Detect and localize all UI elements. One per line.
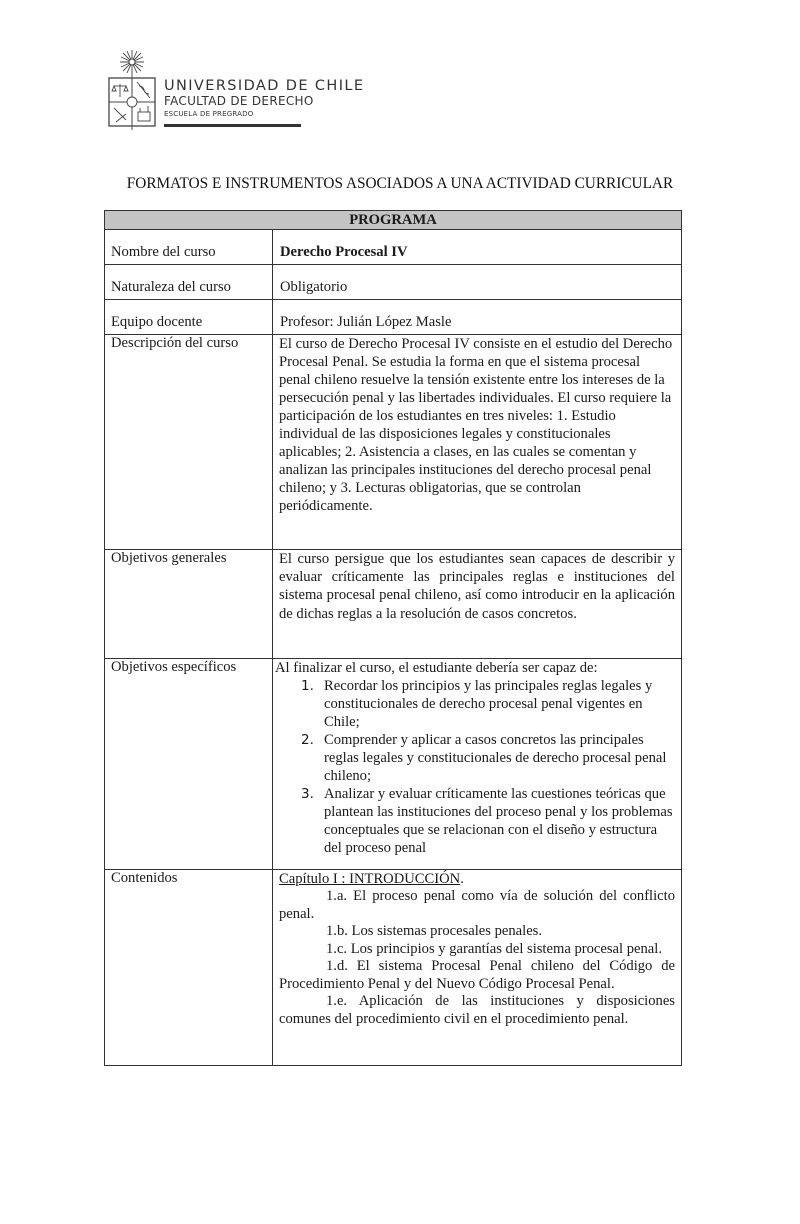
faculty-name: FACULTAD DE DERECHO [164,94,314,108]
item-number: 3. [301,786,314,802]
value-cell [273,300,682,335]
table-row-contenidos [105,870,682,1066]
value-cell [273,550,682,659]
value-cell [273,659,682,870]
teaching-team: Profesor: Julián López Masle [280,314,452,330]
list-item [279,785,675,857]
content-item: 1.d. El sistema Procesal Penal chileno del Código de Procedimiento Penal y del Nuevo Código Procesal Penal. [279,958,675,992]
value-cell [273,870,682,1066]
content-item: 1.c. Los principios y garantías del sistema procesal penal. [326,940,662,957]
objetivos-especificos-label: Objetivos específicos [105,659,273,870]
table-row-naturaleza [105,265,682,300]
content-item: 1.e. Aplicación de las instituciones y disposiciones comunes del procedimiento civil en el procedimiento penal. [279,993,675,1027]
label-cell [105,230,273,265]
table-row-objetivos-generales [105,550,682,659]
item-number: 2. [301,732,314,748]
chapter-title: Capítulo I : INTRODUCCIÓN [279,871,461,887]
chapter-suffix: . [460,871,464,887]
item-text: Recordar los principios y las principales reglas legales y constitucionales de derecho procesal penal vigentes en Chile; [324,678,653,730]
programa-table [104,210,682,1066]
general-objectives: El curso persigue que los estudiantes sean capaces de describir y evaluar críticamente las principales reglas e instituciones del sistema procesal penal chileno, así como introducir en la aplicación de dichas reglas a la resolución de casos concretos. [279,551,675,622]
equipo-label: Equipo docente [111,314,203,330]
table-row-nombre [105,230,682,265]
logo-text [164,78,364,119]
logo-underline [164,124,301,127]
table-header-row [105,211,682,230]
naturaleza-label: Naturaleza del curso [111,279,231,295]
value-cell [273,265,682,300]
specific-objectives-intro: Al finalizar el curso, el estudiante debería ser capaz de: [275,660,598,676]
label-cell [105,265,273,300]
value-cell [273,230,682,265]
university-crest-icon [106,48,158,130]
programa-header: PROGRAMA [105,211,682,230]
chapter-heading [279,870,675,888]
item-text: Comprender y aplicar a casos concretos las principales reglas legales y constitucionales de derecho procesal penal chileno; [324,732,667,784]
label-cell [105,300,273,335]
contenidos-label: Contenidos [105,870,273,1066]
objetivos-generales-label: Objetivos generales [105,550,273,659]
item-text: Analizar y evaluar críticamente las cuestiones teóricas que plantean las instituciones del proceso penal y los problemas conceptuales que se relacionan con el diseño y estructura del proceso penal [324,786,673,856]
value-cell [273,335,682,550]
table-row-descripcion [105,335,682,550]
item-number: 1. [301,678,314,694]
content-item: 1.b. Los sistemas procesales penales. [326,923,543,939]
table-row-objetivos-especificos [105,659,682,870]
list-item [279,731,675,785]
course-description: El curso de Derecho Procesal IV consiste en el estudio del Derecho Procesal Penal. Se estudia la forma en que el sistema procesal penal chileno resuelve la tensión existente entre los intereses de la persecución penal y las libertades individuales. El curso requiere la participación de los estudiantes en tres niveles: 1. Estudio individual de las disposiciones legales y constitucionales aplicables; 2. Asistencia a clases, en las cuales se comentan y analizan las principales instituciones del derecho procesal penal chileno; y 3. Lecturas obligatorias, que se controlan periódicamente. [279,336,673,514]
university-name: UNIVERSIDAD DE CHILE [164,78,365,94]
table-row-equipo [105,300,682,335]
specific-objectives-list [279,677,675,857]
university-logo [106,48,365,134]
list-item [279,677,675,731]
content-item: 1.a. El proceso penal como vía de solución del conflicto penal. [279,888,675,922]
course-nature: Obligatorio [280,279,348,295]
nombre-label: Nombre del curso [111,244,216,260]
course-name: Derecho Procesal IV [280,244,408,260]
school-name: ESCUELA DE PREGRADO [164,110,254,118]
descripcion-label: Descripción del curso [105,335,273,550]
document-title: FORMATOS E INSTRUMENTOS ASOCIADOS A UNA ACTIVIDAD CURRICULAR [126,175,674,192]
